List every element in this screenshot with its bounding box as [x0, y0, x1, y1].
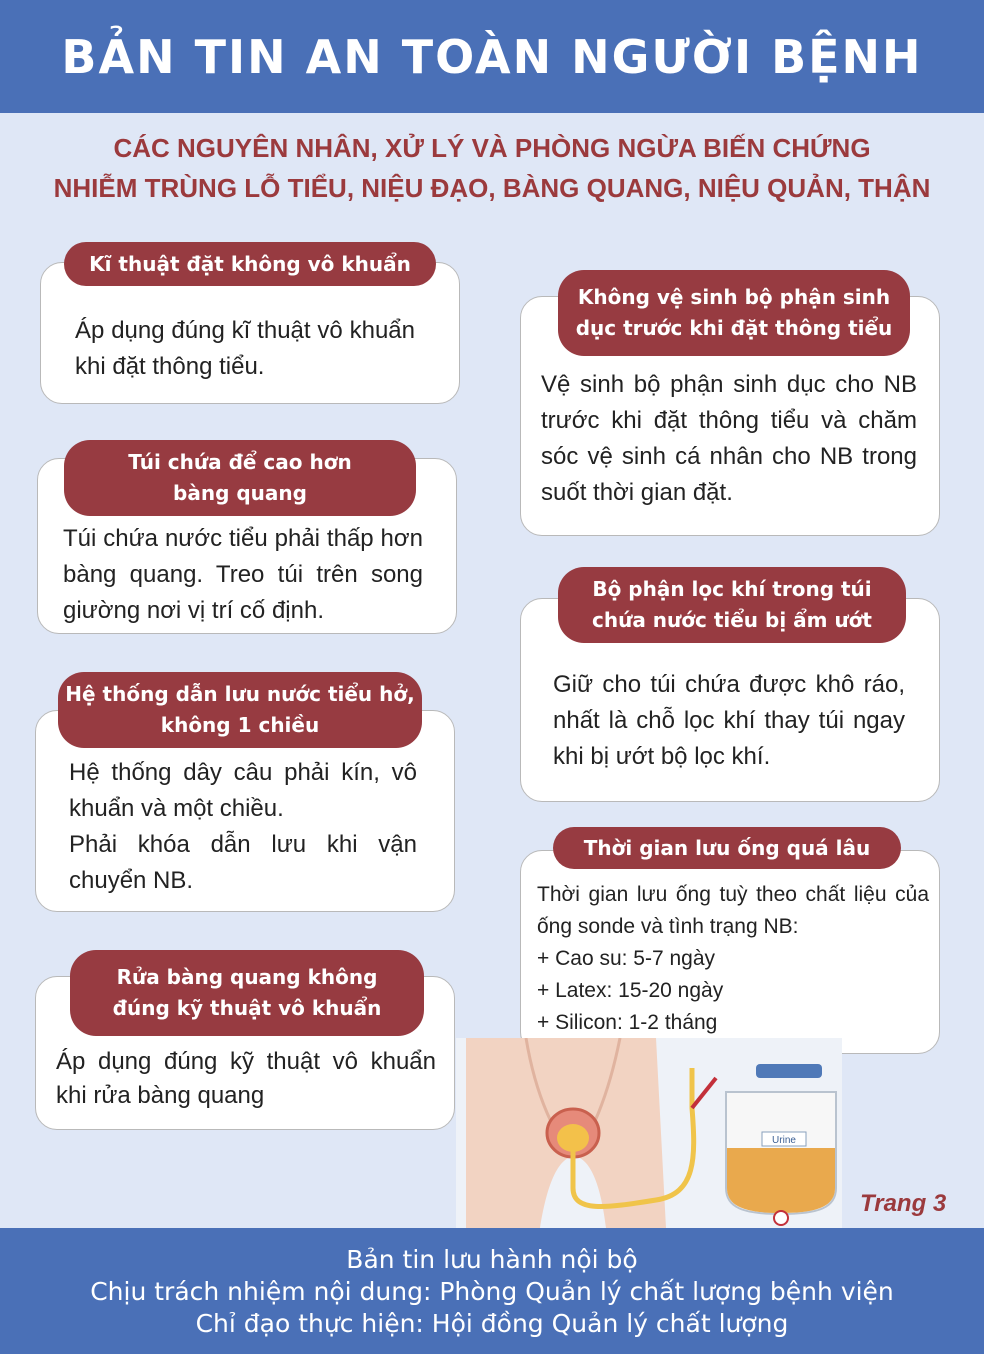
card-title-hygiene [558, 270, 910, 356]
card-body: Vệ sinh bộ phận sinh dục cho NB trước khi đặt thông tiểu và chăm sóc vệ sinh cá nhân cho NB trong suốt thời gian đặt. [541, 371, 917, 506]
card-title-line: Thời gian lưu ống quá lâu [583, 835, 871, 860]
card-title-line: chứa nước tiểu bị ẩm ướt [592, 608, 872, 632]
card-title-line: bàng quang [173, 481, 307, 505]
card-title-sterile-technique [64, 242, 436, 286]
footer-line-2: Chịu trách nhiệm nội dung: Phòng Quản lý chất lượng bệnh viện [90, 1277, 894, 1306]
subtitle-line-1: CÁC NGUYÊN NHÂN, XỬ LÝ VÀ PHÒNG NGỪA BIẾN CHỨNG [113, 133, 871, 163]
card-title-line: Bộ phận lọc khí trong túi [592, 577, 872, 601]
card-body: Hệ thống dây câu phải kín, vô khuẩn và một chiều. [69, 759, 417, 822]
card-title-line: Kĩ thuật đặt không vô khuẩn [89, 251, 411, 276]
card-title-catheter-duration [553, 827, 901, 869]
card-title-air-filter [558, 567, 906, 643]
card-body: Áp dụng đúng kỹ thuật vô khuẩn khi rửa bàng quang [56, 1048, 436, 1109]
card-title-line: Hệ thống dẫn lưu nước tiểu hở, [65, 682, 415, 706]
card-body: Áp dụng đúng kĩ thuật vô khuẩn khi đặt thông tiểu. [75, 317, 415, 380]
card-body: Giữ cho túi chứa được khô ráo, nhất là chỗ lọc khí thay túi ngay khi bị ướt bộ lọc khí. [553, 671, 905, 770]
footer [0, 1228, 984, 1354]
urine-bag-label: Urine [772, 1135, 796, 1146]
card-title-line: không 1 chiều [160, 713, 320, 737]
urine-bag-hanger [756, 1064, 822, 1078]
page-title: BẢN TIN AN TOÀN NGƯỜI BỆNH [61, 29, 923, 84]
footer-line-1: Bản tin lưu hành nội bộ [346, 1245, 638, 1274]
card-body: Túi chứa nước tiểu phải thấp hơn bàng quang. Treo túi trên song giường nơi vị trí cố định. [63, 525, 423, 624]
duration-item-silicon: + Silicon: 1-2 tháng [537, 1011, 718, 1034]
card-body: Thời gian lưu ống tuỳ theo chất liệu của ống sonde và tình trạng NB: [537, 883, 929, 938]
duration-item-latex: + Latex: 15-20 ngày [537, 979, 724, 1002]
urine-fill [727, 1148, 835, 1213]
header-banner [0, 0, 984, 113]
card-title-drainage-system [58, 672, 422, 748]
card-title-line: Rửa bàng quang không [116, 965, 378, 989]
card-title-line: dục trước khi đặt thông tiểu [575, 316, 893, 340]
card-title-line: đúng kỹ thuật vô khuẩn [112, 996, 382, 1020]
footer-line-3: Chỉ đạo thực hiện: Hội đồng Quản lý chất lượng [195, 1309, 789, 1338]
card-catheter-duration [520, 850, 940, 1054]
page-number: Trang 3 [860, 1190, 947, 1217]
page-subtitle [0, 128, 984, 208]
duration-item-rubber: + Cao su: 5-7 ngày [537, 947, 716, 970]
card-title-line: Không vệ sinh bộ phận sinh [577, 285, 891, 309]
card-body: Phải khóa dẫn lưu khi vận chuyển NB. [69, 831, 417, 894]
subtitle-line-2: NHIỄM TRÙNG LỖ TIỂU, NIỆU ĐẠO, BÀNG QUANG, NIỆU QUẢN, THẬN [53, 173, 931, 203]
card-title-bag-position [64, 440, 416, 516]
catheter-illustration [456, 1038, 842, 1228]
catheter-illustration-svg [456, 1038, 842, 1228]
card-title-line: Túi chứa để cao hơn [128, 450, 352, 474]
card-title-bladder-irrigation [70, 950, 424, 1036]
